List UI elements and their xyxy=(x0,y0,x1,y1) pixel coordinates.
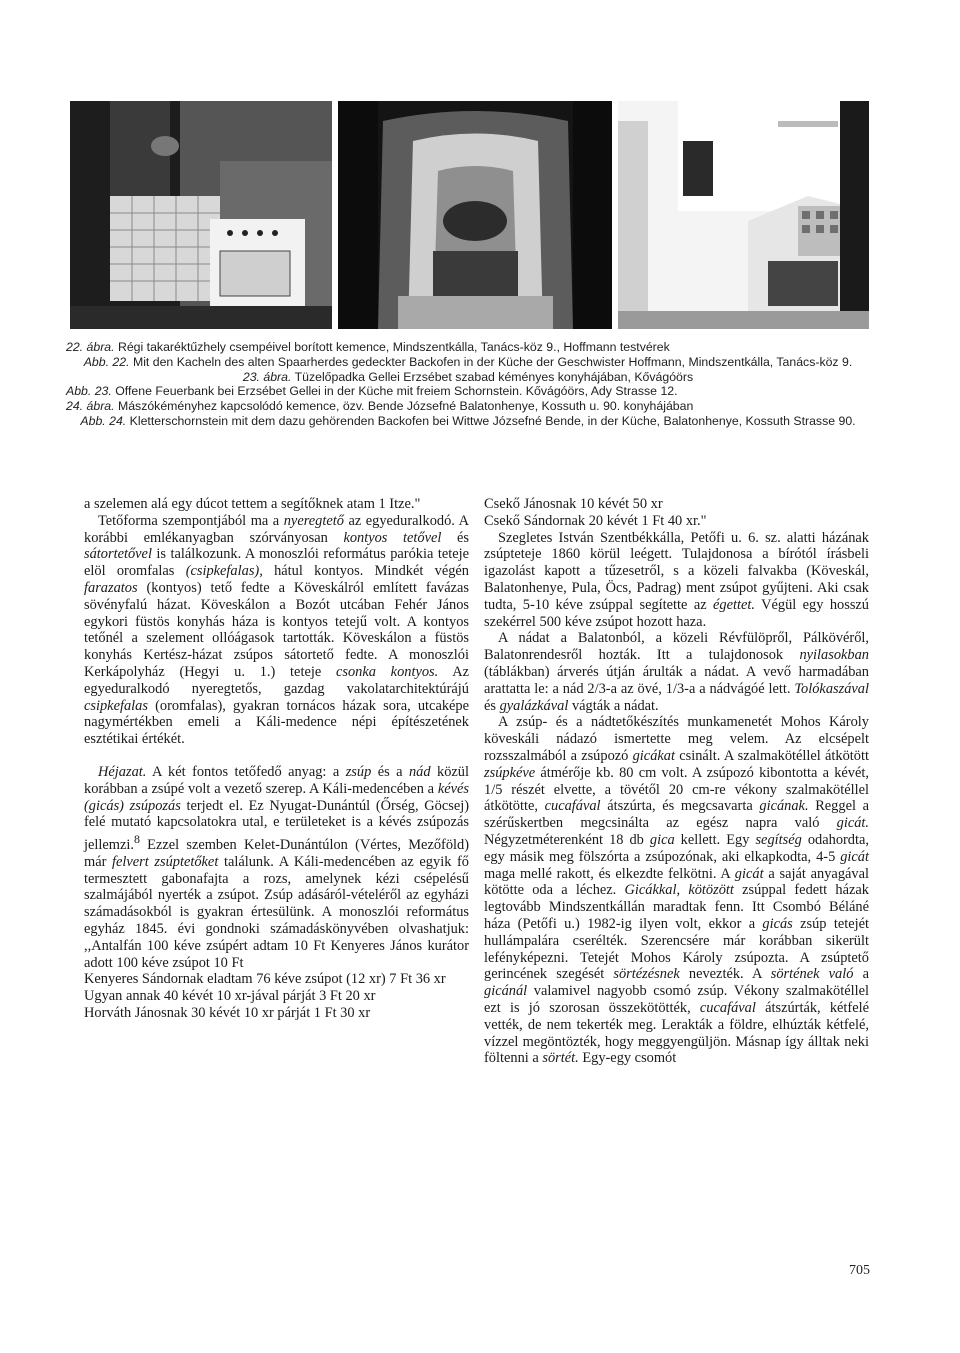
text-run: hátul kontyos. Mindkét végén xyxy=(262,563,469,580)
paragraph-gap xyxy=(84,748,469,764)
emphasis: kontyos tetővel xyxy=(343,529,442,546)
caption-24-de xyxy=(66,414,870,429)
text-run: odahordta, egy másik meg fölszórta a zsúpozónak, aki elkapkodta, 4-5 xyxy=(484,831,869,865)
text-run: A zsúp- és a nádtetőkészítés munkamenetét Mohos Károly köveskáli nádazó ismertette meg velem. Az elcsépelt rozsszalmából a zsúpozó xyxy=(484,714,869,764)
open-hearth-photo xyxy=(338,101,612,329)
emphasis: zsúp xyxy=(345,763,372,780)
text-run: közül korábban a zsúpé volt a vezető szerep. A Káli-medencében a xyxy=(84,763,469,797)
text-run: Tetőforma szempontjából ma a xyxy=(98,512,284,529)
emphasis: gicát xyxy=(734,865,764,882)
emphasis: sörtének való xyxy=(770,966,854,983)
emphasis: nyeregtető xyxy=(283,512,344,529)
caption-text: Kletterschornstein mit dem dazu gehörenden Backofen bei Wittwe Józsefné Bende, in der Küche, Balatonhenye, Kossuth Strasse 90. xyxy=(126,413,856,428)
caption-23-de xyxy=(66,384,870,399)
text-run: átszúrta, és megcsavarta xyxy=(600,798,760,815)
text-run: A két fontos tetőfedő anyag: a xyxy=(146,763,346,780)
text-run: Négyzetméterenként 18 db xyxy=(484,831,650,848)
tiled-stove-photo xyxy=(70,101,332,329)
emphasis: sörtét. xyxy=(542,1050,579,1067)
emphasis: gicánál xyxy=(484,983,528,1000)
ledger-line: Csekő Jánosnak 10 kévét 50 xr xyxy=(484,496,663,512)
emphasis: kévés (gicás) zsúpozás xyxy=(84,780,469,814)
text-run: Reggel a szérűskertben megcsinálta az egész napra való xyxy=(484,798,869,832)
footnote-marker: 8 xyxy=(133,832,140,847)
caption-label: Abb. 22. xyxy=(83,354,130,369)
text-run: is találkozunk. A monoszlói református parókia teteje elöl oromfalas xyxy=(84,546,469,580)
text-run: zsúp tetejét hullámpalára cserélték. Szerencsére már korábban sikerült lefényképezni. Tetejét Mohos Károly zsúpozta. A zsúptető gerincének szegését xyxy=(484,915,869,983)
left-text-column xyxy=(84,496,469,1022)
caption-text: Mit den Kacheln des alten Spaarherdes gedeckter Backofen in der Küche der Geschwister Hoffmann, Mindszentkálla, Tanács-köz 9. xyxy=(129,354,853,369)
right-text-column xyxy=(484,496,869,1067)
caption-label: 23. ábra. xyxy=(242,369,292,384)
emphasis: gica xyxy=(649,831,675,848)
text-run: Ezzel szemben Kelet-Dunántúlon (Vértes, Mezőföld) már xyxy=(84,836,469,870)
emphasis: nád xyxy=(408,763,431,780)
emphasis: gicás xyxy=(762,915,793,932)
emphasis: felvert zsúptetőket xyxy=(112,853,219,870)
ledger-line: Csekő Sándornak 20 kévét 1 Ft 40 xr." xyxy=(484,512,707,529)
text-run: csinált. A szalmakötéllel átkötött xyxy=(674,747,870,764)
figure-captions xyxy=(66,340,870,429)
emphasis: sátortetővel xyxy=(84,546,152,563)
text-run: (táblákban) árverés útján árulták a nádat. A vevő harmadában arattatta le: a nád 2/3-a az övé, 1/3-a a nádvágóé lett. xyxy=(484,663,869,697)
emphasis: gicákat xyxy=(632,747,675,764)
text-run: zsúppal fedett házak legtovább Mindszentkállán maradtak fenn. Itt Csombó Béláné háza (Petőfi u.) 1982-ig ilyen volt, ekkor a xyxy=(484,882,869,932)
emphasis: zsúpkéve xyxy=(484,764,536,781)
emphasis: Tolókaszával xyxy=(794,680,869,697)
text-run: valamivel nagyobb csomó zsúp. Vékony szalmakötéllel ezt is jó szorosan összekötötték, xyxy=(484,983,869,1016)
text-run: átmérője kb. 80 cm volt. A zsúpozó kibontotta a kévét, 1/5 részét elvette, a tövétől 20 cm-re vékony szalmakötéllel átkötötte, xyxy=(484,764,869,815)
text-run: Az egyeduralkodó nyeregtetős, gazdag vakolatarchitektúrájú xyxy=(84,663,469,697)
emphasis: farazatos xyxy=(84,579,138,596)
text-run: a saját anyagával kötötte oda a léchez. xyxy=(484,865,869,899)
text-run: és xyxy=(484,697,500,714)
text-run: vágták a nádat. xyxy=(568,697,659,714)
text-run: találunk. A Káli-medencében az egyik fő termesztett gabonafajta a rozs, amelynek kézi csépelésű szalmájából nyerték a zsúpot. Zsúp adásáról-vételéről az egyházi számadásokból is gyakran értesülünk. A monoszlói református egyház 1845. évi gondnoki számadáskönyvében olvashatjuk: ,,Antalfán 100 kéve zsúpért adtam 10 Ft Kenyeres János kurátor adott 100 kéve zsúpot 10 Ft xyxy=(84,853,469,971)
text-run: kellett. Egy xyxy=(674,831,756,848)
emphasis: Gicákkal, kötözött xyxy=(624,882,734,899)
section-heading: Héjazat. xyxy=(98,763,147,780)
caption-24-hu xyxy=(66,399,870,414)
paragraph xyxy=(84,513,469,748)
caption-label: Abb. 23. xyxy=(66,384,112,399)
ledger-line: Horváth Jánosnak 30 kévét 10 xr párját 1 Ft 30 xr xyxy=(84,1004,371,1021)
text-run: átszúrták, kétfelé vették, de nem tekerték meg. Lerakták a földre, elhúzták kétfelé, vízzel megöntözték, hogy meggyengüljön. Másnap így álltak neki föltenni a xyxy=(484,999,869,1067)
emphasis: sörtézésnek xyxy=(613,966,680,983)
caption-22-de xyxy=(66,355,870,370)
text-run: és a xyxy=(371,763,409,780)
text-run: Végül egy hosszú szekérrel 500 kéve zsúpot hozott haza. xyxy=(484,596,870,630)
page-number: 705 xyxy=(849,1263,870,1278)
emphasis: gyalázkával xyxy=(499,697,569,714)
emphasis: csipkefalas xyxy=(84,697,148,714)
emphasis: segítség xyxy=(755,831,802,848)
emphasis: gicát. xyxy=(836,815,869,832)
caption-22-hu xyxy=(66,340,870,355)
caption-text: Régi takaréktűzhely csempéivel borított kemence, Mindszentkálla, Tanács-köz 9., Hoffmann testvérek xyxy=(114,340,670,354)
emphasis: cucafával xyxy=(544,798,601,815)
ledger-line: Ugyan annak 40 kévét 10 xr-jával párját 3 Ft 20 xr xyxy=(84,988,376,1005)
text-run: és xyxy=(441,529,469,546)
caption-23-hu xyxy=(66,370,870,385)
text-run: Egy-egy csomót xyxy=(578,1050,677,1067)
photo-strip xyxy=(70,101,869,329)
caption-text: Tüzelőpadka Gellei Erzsébet szabad kéményes konyhájában, Kővágóörs xyxy=(291,369,694,384)
emphasis: csonka kontyos. xyxy=(335,663,439,680)
caption-text: Mászókéményhez kapcsolódó kemence, özv. Bende Józsefné Balatonhenye, Kossuth u. 90. konyhájában xyxy=(114,399,694,414)
caption-label: 24. ábra. xyxy=(66,399,115,414)
text-run: Szegletes István Szentbékkálla, Petőfi u. 6. sz. alatti házának zsúpteteje 1860 körül leégett. Tulajdonosa a bírótól írásbeli igazolást kapott a tűzesetről, s a közeli falvakba (Köveskál, Balatonhenye, Pula, Öcs, Padrag) ment zsúpot gyűjteni. Aki csak tudta, 5-10 kéve zsúppal segítette az xyxy=(484,529,869,613)
text-run: a xyxy=(853,966,869,983)
paragraph xyxy=(84,764,469,971)
paragraph: a szelemen alá egy dúcot tettem a segítőknek atam 1 Itze." xyxy=(84,496,421,512)
emphasis: nyilasokban xyxy=(799,647,869,664)
text-run: (kontyos) tető fedte a Köveskálról említett favázas sövényfalú házat. Köveskálon a Bozót utcában Fehér János egykori füstös konyhás háza is kontyos tetejű volt. A kontyos tetőnél a szelement ollóágasok tartották. Köveskálon a füstös konyhás Kertész-házat zsúpos sátortető fedte. A monoszlói Kerkápolyház (Hegyi u. 1.) teteje xyxy=(84,579,469,680)
emphasis: gicát xyxy=(840,848,869,865)
paragraph xyxy=(484,630,869,714)
emphasis: (csipkefalas), xyxy=(185,563,263,580)
caption-text: Offene Feuerbank bei Erzsébet Gellei in der Küche mit freiem Schornstein. Kővágóörs, Ady Strasse 12. xyxy=(111,384,678,399)
emphasis: égettet. xyxy=(713,596,755,613)
text-run: (oromfalas), gyakran tornácos házak sora, utcaképe nagymértékben emeli a Káli-medence népi építészetének esztétikai értékét. xyxy=(84,697,469,748)
ledger-line: Kenyeres Sándornak eladtam 76 kéve zsúpot (12 xr) 7 Ft 36 xr xyxy=(84,971,446,988)
text-run: A nádat a Balatonból, a közeli Révfülöpről, Pálkövéről, Balatonrendesről hozták. Itt a tulajdonosok xyxy=(484,630,869,664)
emphasis: cucafával xyxy=(699,999,756,1016)
text-run: maga mellé rakott, és elkezdte felkötni. A xyxy=(484,865,735,882)
paragraph xyxy=(484,714,869,1067)
text-run: az egyeduralkodó. A korábbi emlékanyagban szórványosan xyxy=(84,512,470,546)
text-run: terjedt el. Ez Nyugat-Dunántúl (Őrség, Göcsej) felé mutató kapcsolatokra utal, e területeket is a kévés zsúpozás jellemzi. xyxy=(84,797,469,853)
caption-label: Abb. 24. xyxy=(80,413,127,428)
text-run: nevezték. A xyxy=(679,966,771,983)
caption-label: 22. ábra. xyxy=(66,340,115,354)
paragraph xyxy=(484,530,869,631)
emphasis: gicának. xyxy=(759,798,809,815)
kitchen-chimney-photo xyxy=(618,101,869,329)
